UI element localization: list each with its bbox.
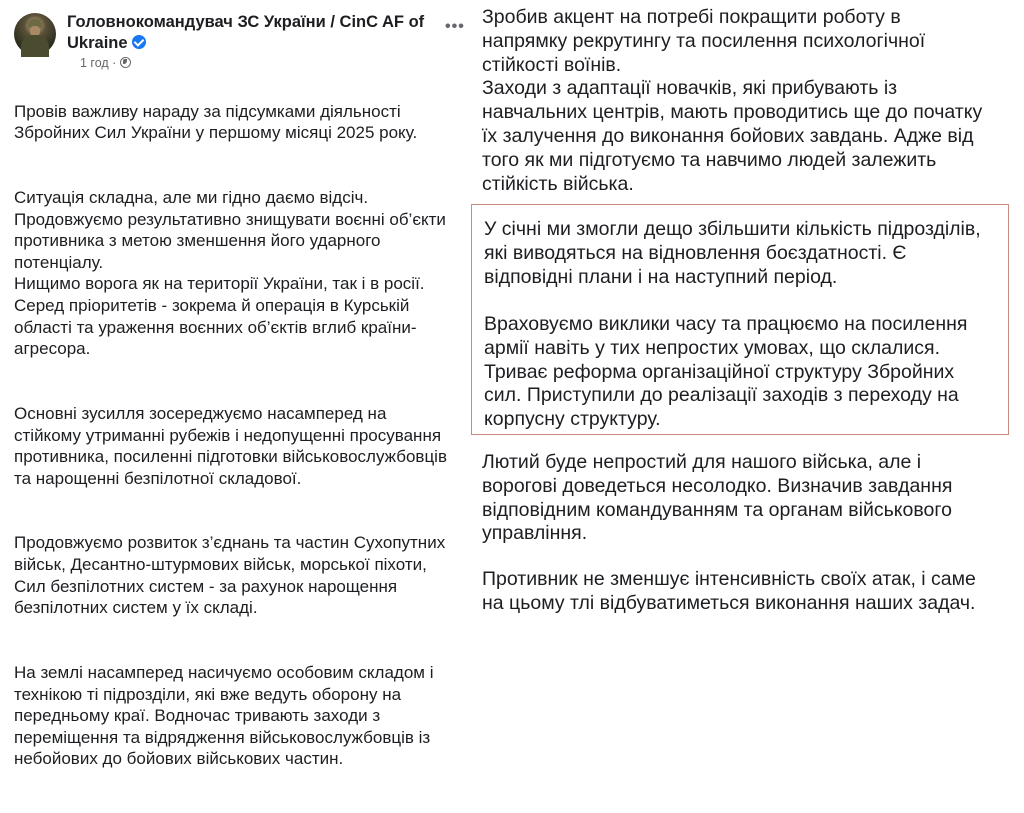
- highlighted-excerpt-box: [471, 204, 1009, 435]
- post-paragraph: Ситуація складна, але ми гідно даємо відсіч. Продовжуємо результативно знищувати воєнні об’єкти противника з метою зменшення його ударного потенціалу. Нищимо ворога як на території України, так і в росії. Серед пріоритетів - зокрема й операція в Курській області та ураження воєнних об’єктів вглиб країни- агресора.: [14, 187, 446, 359]
- highlighted-paragraph-reform: Враховуємо виклики часу та працюємо на посилення армії навіть у тих непростих умовах, що склалися. Триває реформа організаційної структуру Збройних сил. Приступили до реалізації заходів з переходу на корпусну структуру.: [484, 313, 968, 431]
- globe-icon[interactable]: [120, 57, 131, 68]
- post-right-column: [466, 0, 1024, 630]
- post-header: [14, 12, 464, 70]
- post-paragraph: На землі насамперед насичуємо особовим складом і технікою ті підрозділи, які вже ведуть оборону на передньому краї. Водночас тривають заходи з переміщення та відрядження військовослужбовців із небойових до бойових військових частин.: [14, 663, 434, 769]
- highlighted-paragraph-units: У січні ми змогли дещо збільшити кількість підрозділів, які виводяться на відновлення боєздатності. Є відповідні плани і на наступний період.: [484, 218, 981, 288]
- post-timestamp[interactable]: 1 год: [80, 56, 109, 70]
- post-left-column: [0, 0, 466, 769]
- post-paragraph-recruiting: Зробив акцент на потребі покращити роботу в напрямку рекрутингу та посилення психологічної стійкості воїнів. Заходи з адаптації новачків, які прибувають із навчальних центрів, мають проводитись ще до початку їх залучення до виконання бойових завдань. Адже від того як ми підготуємо та навчимо людей залежить стійкість війська.: [482, 6, 983, 195]
- post-paragraph: Основні зусилля зосереджуємо насамперед на стійкому утриманні рубежів і недопущенні просування противника, посиленні підготовки військовослужбовців та нарощенні безпілотної складової.: [14, 403, 447, 488]
- avatar-body: [21, 35, 49, 57]
- post-meta: [80, 55, 131, 71]
- post-paragraph-enemy: Противник не зменшує інтенсивність своїх атак, і саме на цьому тлі відбуватиметься виконання наших задач.: [482, 568, 976, 614]
- more-options-icon[interactable]: •••: [445, 18, 465, 35]
- meta-separator: ·: [112, 56, 117, 70]
- post-paragraph: Продовжуємо розвиток з’єднань та частин Сухопутних військ, Десантно-штурмових військ, морської піхоти, Сил безпілотних систем - за рахунок нарощення безпілотних систем у їх складі.: [14, 533, 446, 618]
- author-name-link[interactable]: [67, 12, 442, 54]
- post-body-left: [14, 79, 464, 813]
- post-paragraph-february: Лютий буде непростий для нашого війська, але і ворогові доведеться несолодко. Визначив завдання відповідним командуванням та органам військового управління.: [482, 451, 953, 545]
- avatar[interactable]: [14, 13, 56, 55]
- author-name[interactable]: Головнокомандувач ЗС України / CinC AF of Ukraine: [67, 13, 425, 52]
- verified-badge-icon: [132, 35, 146, 49]
- post-paragraph: Провів важливу нараду за підсумками діяльності Збройних Сил України у першому місяці 2025 року.: [14, 101, 418, 143]
